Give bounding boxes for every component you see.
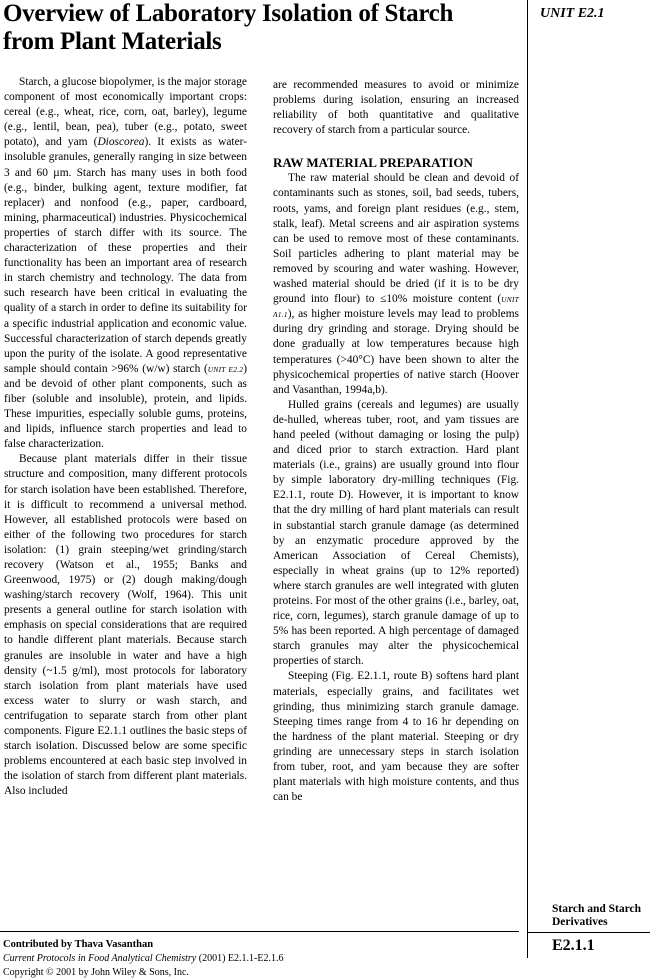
unit-reference-link[interactable]: UNIT E2.2 <box>207 364 244 374</box>
margin-rule <box>527 0 528 958</box>
unit-reference-link[interactable]: UNIT A1.1 <box>273 295 519 320</box>
unit-label: UNIT E2.1 <box>540 6 605 21</box>
citation-line: Current Protocols in Food Analytical Chemistry (2001) E2.1.1-E2.1.6 <box>3 953 284 964</box>
sidebar-rule <box>528 932 650 933</box>
paragraph-steeping: Steeping (Fig. E2.1.1, route B) softens hard plant materials, especially grains, and facilitates wet grinding, thus minimizing starch granule damage. Steeping times range from 4 to 16 hr depending on the hardness of the plant material. Steeping or dry grinding are unnecessary steps in starch isolation from tuber, root, and yam because they are softer plant materials with high moisture contents, and thus can be <box>273 670 519 804</box>
contributor-line: Contributed by Thava Vasanthan <box>3 939 154 950</box>
paragraph-continued: are recommended measures to avoid or minimize problems during isolation, ensuring an increased reliability of both quantitative and qualitative recovery of starch from a particular source. <box>273 79 519 137</box>
paragraph-protocols: Because plant materials differ in their tissue structure and composition, many different protocols for starch isolation have been established. Therefore, it is difficult to recommend a universal method. However, all established protocols were based on either of the following two procedures for starch isolation: (1) grain steeping/wet grinding/starch recovery (Watson et al., 1955; Banks and Greenwood, 1975) or (2) dough making/dough washing/starch recovery (Wolf, 1964). This unit presents a general outline for starch isolation with emphasis on special considerations that are required to handle different plant materials. Because starch granules are insoluble in water and have a high density (~1.5 g/ml), most protocols for laboratory starch isolation from plant materials have used excess water to slurry or wash starch, and centrifugation to separate starch from other plant components. Figure E2.1.1 outlines the basic steps of starch isolation. Discussed below are some specific problems encountered at each basic step involved in the isolation of starch from different plant materials. Also included <box>4 453 247 798</box>
species-name: Dioscorea <box>97 136 145 149</box>
copyright-line: Copyright © 2001 by John Wiley & Sons, Inc. <box>3 967 189 978</box>
paragraph-hulled-grains: Hulled grains (cereals and legumes) are usually de-hulled, whereas tuber, root, and yam tissues are hand peeled (without damaging or losing the pulp) and diced prior to starch extraction. Hard plant materials (i.e., grains) are usually ground into flour by simple laboratory dry-milling techniques (Fig. E2.1.1, route D). However, it is important to know that the dry milling of hard plant materials can result in substantial starch granule damage (as determined by an enzymatic procedure approved by the American Association of Cereal Chemists), especially in wheat grains (up to 12% reported) where starch granules are well integrated with gluten proteins. For most of the other grains (i.e., barley, oat, rice, corn, legumes), starch granule damage of up to 5% has been reported. A high percentage of damaged starch granules may alter the physicochemical properties of starch. <box>273 398 519 668</box>
page-number: E2.1.1 <box>552 937 595 954</box>
left-column <box>4 75 247 800</box>
paragraph-intro: Starch, a glucose biopolymer, is the major storage component of most economically important crops: cereal (e.g., wheat, rice, corn, oat, barley), legume (e.g., lentil, bean, pea), tuber (e.g., potato, sweet potato), and yam (Dioscorea). It exists as water-insoluble granules, generally ranging in size between 3 and 60 µm. Starch has many uses in both food (e.g., binder, bulking agent, texture modifier, fat replacer) and nonfood (e.g., paper, cardboard, mining, pharmaceutical) industries. Physicochemical properties of starch differ with its source. The characterization of these properties and their functionality has been an important area of research in starch chemistry and technology. The data from such research have been critical in evaluating the quality of a starch in order to define its suitability for a specific industrial application and economic value. Successful characterization of starch depends greatly upon the purity of the isolate. A good representative sample should contain >96% (w/w) starch (UNIT E2.2) and be devoid of other plant components, such as fiber (soluble and insoluble), protein, and lipids. These impurities, especially soluble gums, proteins, and lipids, influence starch properties and lead to false characterization. <box>4 76 247 451</box>
section-name: Starch and Starch Derivatives <box>552 903 642 928</box>
journal-name: Current Protocols in Food Analytical Chemistry <box>3 953 197 964</box>
section-heading: RAW MATERIAL PREPARATION <box>273 155 473 171</box>
footer-rule <box>0 931 519 932</box>
paragraph-raw-material: The raw material should be clean and devoid of contaminants such as stones, soil, bad seeds, tubers, roots, yams, and foreign plant residues (e.g., stem, stalk, leaf). Metal screens and air aspiration systems can be used to remove most of these contaminants. Soil particles adhering to plant material may be removed by scouring and water washing. However, washed material should be dried (if it is to be dry ground into flour) to ≤10% moisture content (UNIT A1.1), as higher moisture levels may lead to problems during dry grinding and storage. Drying should be done gradually at low temperatures because high temperatures (>40°C) have been shown to alter the physicochemical properties of native starch (Hoover and Vasanthan, 1994a,b). <box>273 172 519 396</box>
right-column <box>273 78 519 805</box>
page-title: Overview of Laboratory Isolation of Starch from Plant Materials <box>3 0 454 55</box>
